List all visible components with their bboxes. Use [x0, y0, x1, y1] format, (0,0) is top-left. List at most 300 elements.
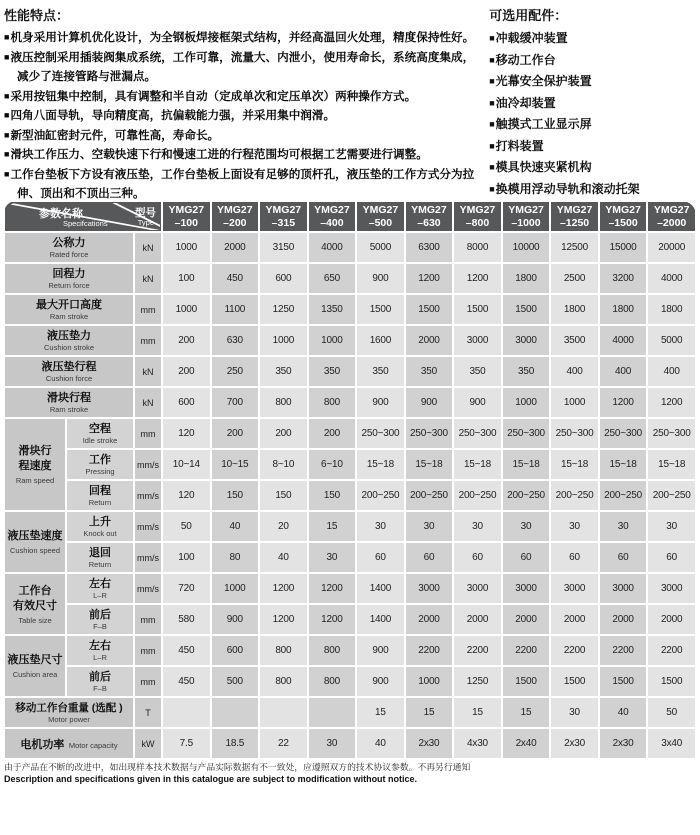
- value-cell: 15~18: [502, 449, 551, 480]
- accessory-item: ■油冷却装置: [489, 95, 556, 110]
- value-cell: 1100: [211, 294, 260, 325]
- features-list: [4, 28, 483, 204]
- value-cell: 600: [259, 263, 308, 294]
- table-corner-cell: [4, 201, 162, 232]
- value-cell: 900: [453, 387, 502, 418]
- sub-label-cell: 前后 F–B: [66, 666, 134, 697]
- value-cell: 200~250: [647, 480, 696, 511]
- value-cell: 2200: [453, 635, 502, 666]
- unit-cell: mm/s: [134, 480, 162, 511]
- unit-cell: mm/s: [134, 449, 162, 480]
- value-cell: 1200: [259, 604, 308, 635]
- value-cell: 800: [259, 666, 308, 697]
- group-label-cell: 工作台 有效尺寸 Table size: [4, 573, 66, 635]
- accessory-item: ■打料装置: [489, 138, 544, 153]
- value-cell: 15~18: [453, 449, 502, 480]
- value-cell: 1000: [211, 573, 260, 604]
- value-cell: 40: [259, 542, 308, 573]
- value-cell: 200: [211, 418, 260, 449]
- value-cell: 12500: [550, 232, 599, 263]
- value-cell: 2200: [599, 635, 648, 666]
- value-cell: 200: [259, 418, 308, 449]
- corner-param-label-en: Specifcations: [63, 219, 108, 228]
- value-cell: 100: [162, 542, 211, 573]
- value-cell: 120: [162, 480, 211, 511]
- value-cell: 200: [162, 325, 211, 356]
- value-cell: 60: [502, 542, 551, 573]
- value-cell: 2x40: [502, 728, 551, 759]
- value-cell: 30: [550, 511, 599, 542]
- model-header-cell: YMG27 –2000: [647, 201, 696, 232]
- value-cell: 2x30: [405, 728, 454, 759]
- value-cell: 60: [647, 542, 696, 573]
- accessory-item: ■移动工作台: [489, 52, 556, 67]
- row-label-cell: 液压垫行程 Cushion force: [4, 356, 134, 387]
- value-cell: 3000: [453, 573, 502, 604]
- value-cell: 30: [405, 511, 454, 542]
- value-cell: 4000: [647, 263, 696, 294]
- value-cell: 630: [211, 325, 260, 356]
- group-label-cell: 液压垫速度 Cushion speed: [4, 511, 66, 573]
- value-cell: 250~300: [599, 418, 648, 449]
- value-cell: 1600: [356, 325, 405, 356]
- model-header-cell: YMG27 –800: [453, 201, 502, 232]
- value-cell: 18.5: [211, 728, 260, 759]
- unit-cell: kN: [134, 263, 162, 294]
- value-cell: 50: [162, 511, 211, 542]
- sub-label-cell: 工作 Pressing: [66, 449, 134, 480]
- corner-type-label: 型号: [135, 207, 157, 219]
- value-cell: 2000: [550, 604, 599, 635]
- value-cell: 350: [356, 356, 405, 387]
- model-header-cell: YMG27 –1000: [502, 201, 551, 232]
- value-cell: 1250: [259, 294, 308, 325]
- table-row: [4, 573, 696, 604]
- value-cell: 60: [599, 542, 648, 573]
- value-cell: 1800: [647, 294, 696, 325]
- footer-note: [4, 762, 700, 785]
- value-cell: 3x40: [647, 728, 696, 759]
- value-cell: 800: [308, 387, 357, 418]
- value-cell: 1200: [599, 387, 648, 418]
- bullet-square-icon: ■: [489, 183, 495, 194]
- bullet-square-icon: ■: [4, 90, 10, 101]
- value-cell: 900: [356, 635, 405, 666]
- value-cell: 15: [356, 697, 405, 728]
- value-cell: 60: [356, 542, 405, 573]
- value-cell: 2000: [453, 604, 502, 635]
- value-cell: 1200: [453, 263, 502, 294]
- value-cell: 1000: [162, 232, 211, 263]
- bullet-square-icon: ■: [4, 51, 10, 62]
- value-cell: 900: [356, 387, 405, 418]
- value-cell: 30: [356, 511, 405, 542]
- value-cell: 10000: [502, 232, 551, 263]
- value-cell: 250~300: [405, 418, 454, 449]
- value-cell: 1200: [308, 573, 357, 604]
- value-cell: 200: [162, 356, 211, 387]
- model-header-cell: YMG27 –315: [259, 201, 308, 232]
- bullet-square-icon: ■: [4, 149, 10, 159]
- table-row: [4, 480, 696, 511]
- table-row: [4, 356, 696, 387]
- unit-cell: kN: [134, 232, 162, 263]
- value-cell: 15~18: [405, 449, 454, 480]
- feature-item: ■工作台垫板下方设有液压垫，工作台垫板上面设有足够的顶杆孔，液压垫的工作方式分为拉伸、顶出和不顶出三种。: [4, 167, 475, 200]
- table-row: [4, 387, 696, 418]
- value-cell: 2200: [405, 635, 454, 666]
- value-cell: 50: [647, 697, 696, 728]
- value-cell: 1800: [502, 263, 551, 294]
- value-cell: 30: [647, 511, 696, 542]
- value-cell: 580: [162, 604, 211, 635]
- bullet-square-icon: ■: [489, 54, 495, 65]
- value-cell: 450: [211, 263, 260, 294]
- value-cell: 100: [162, 263, 211, 294]
- value-cell: 10~14: [162, 449, 211, 480]
- accessory-item: ■换模用浮动导轨和滚动托架: [489, 181, 640, 196]
- row-label-cell: 最大开口高度 Ram stroke: [4, 294, 134, 325]
- row-label-cell: 液压垫力 Cushion stroke: [4, 325, 134, 356]
- bullet-square-icon: ■: [4, 168, 10, 179]
- sub-label-cell: 前后 F–B: [66, 604, 134, 635]
- value-cell: 200~250: [502, 480, 551, 511]
- bullet-square-icon: ■: [489, 33, 495, 43]
- value-cell: 3500: [550, 325, 599, 356]
- value-cell: 250~300: [647, 418, 696, 449]
- value-cell: 6~10: [308, 449, 357, 480]
- value-cell: 1500: [405, 294, 454, 325]
- value-cell: 15000: [599, 232, 648, 263]
- value-cell: 3150: [259, 232, 308, 263]
- table-row: [4, 697, 696, 728]
- accessory-item: ■冲载缓冲装置: [489, 31, 568, 45]
- value-cell: 40: [211, 511, 260, 542]
- value-cell: [259, 697, 308, 728]
- value-cell: 15~18: [599, 449, 648, 480]
- value-cell: 150: [211, 480, 260, 511]
- value-cell: 1000: [259, 325, 308, 356]
- value-cell: 1500: [550, 666, 599, 697]
- value-cell: 250~300: [550, 418, 599, 449]
- value-cell: 900: [405, 387, 454, 418]
- value-cell: 30: [502, 511, 551, 542]
- value-cell: 4000: [308, 232, 357, 263]
- value-cell: 450: [162, 666, 211, 697]
- value-cell: 650: [308, 263, 357, 294]
- value-cell: 1500: [502, 294, 551, 325]
- corner-type-label-en: Type: [137, 218, 155, 227]
- value-cell: 800: [308, 635, 357, 666]
- table-row: [4, 232, 696, 263]
- value-cell: 1800: [599, 294, 648, 325]
- value-cell: 800: [259, 387, 308, 418]
- feature-item: ■液压控制采用插装阀集成系统，工作可靠，流量大、内泄小，使用寿命长，系统高度集成，减少了连接管路与泄漏点。: [4, 50, 475, 83]
- value-cell: 22: [259, 728, 308, 759]
- accessories-title: 可选用配件：: [489, 8, 568, 23]
- unit-cell: mm/s: [134, 511, 162, 542]
- feature-item: ■新型油缸密封元件，可靠性高，寿命长。: [4, 128, 220, 142]
- value-cell: 1500: [647, 666, 696, 697]
- value-cell: 80: [211, 542, 260, 573]
- value-cell: 350: [308, 356, 357, 387]
- value-cell: 5000: [647, 325, 696, 356]
- corner-param-label: 参数名称: [39, 208, 83, 220]
- unit-cell: mm: [134, 418, 162, 449]
- unit-cell: kN: [134, 387, 162, 418]
- value-cell: 3200: [599, 263, 648, 294]
- table-row: [4, 728, 696, 759]
- value-cell: 600: [162, 387, 211, 418]
- value-cell: 2000: [502, 604, 551, 635]
- value-cell: 800: [259, 635, 308, 666]
- value-cell: 1500: [599, 666, 648, 697]
- table-row: [4, 511, 696, 542]
- value-cell: 3000: [599, 573, 648, 604]
- sub-label-cell: 左右 L–R: [66, 573, 134, 604]
- unit-cell: mm: [134, 666, 162, 697]
- value-cell: 15: [308, 511, 357, 542]
- value-cell: [308, 697, 357, 728]
- value-cell: 8~10: [259, 449, 308, 480]
- feature-item: ■滑块工作压力、空载快速下行和慢速工进的行程范围均可根据工艺需要进行调整。: [4, 148, 428, 161]
- spec-table: [3, 200, 697, 760]
- value-cell: 60: [550, 542, 599, 573]
- unit-cell: kW: [134, 728, 162, 759]
- sub-label-cell: 上升 Knock out: [66, 511, 134, 542]
- value-cell: 400: [599, 356, 648, 387]
- value-cell: 1200: [308, 604, 357, 635]
- value-cell: 400: [550, 356, 599, 387]
- row-label-cell: 电机功率 Motor capacity: [4, 728, 134, 759]
- features-section: [4, 5, 483, 200]
- value-cell: 4000: [599, 325, 648, 356]
- value-cell: 15: [453, 697, 502, 728]
- bullet-square-icon: ■: [4, 110, 10, 120]
- model-header-row: [4, 201, 696, 232]
- value-cell: 3000: [550, 573, 599, 604]
- value-cell: 150: [259, 480, 308, 511]
- model-header-cell: YMG27 –1250: [550, 201, 599, 232]
- value-cell: 1500: [453, 294, 502, 325]
- value-cell: 3000: [405, 573, 454, 604]
- sub-label-cell: 退回 Return: [66, 542, 134, 573]
- table-row: [4, 666, 696, 697]
- value-cell: 200~250: [405, 480, 454, 511]
- value-cell: 350: [453, 356, 502, 387]
- value-cell: 1500: [502, 666, 551, 697]
- value-cell: 1000: [162, 294, 211, 325]
- accessories-list: [489, 28, 698, 200]
- value-cell: [162, 697, 211, 728]
- bullet-square-icon: ■: [489, 76, 495, 86]
- value-cell: 1350: [308, 294, 357, 325]
- value-cell: 2000: [599, 604, 648, 635]
- value-cell: 15~18: [647, 449, 696, 480]
- value-cell: 2500: [550, 263, 599, 294]
- value-cell: 200~250: [453, 480, 502, 511]
- model-header-cell: YMG27 –200: [211, 201, 260, 232]
- group-label-cell: 液压垫尺寸 Cushion area: [4, 635, 66, 697]
- value-cell: 15~18: [356, 449, 405, 480]
- model-header-cell: YMG27 –630: [405, 201, 454, 232]
- bullet-square-icon: ■: [489, 162, 495, 172]
- value-cell: 350: [405, 356, 454, 387]
- bullet-square-icon: ■: [489, 97, 495, 108]
- value-cell: 250~300: [356, 418, 405, 449]
- value-cell: 200~250: [550, 480, 599, 511]
- value-cell: 350: [502, 356, 551, 387]
- value-cell: 450: [162, 635, 211, 666]
- bullet-square-icon: ■: [4, 129, 10, 140]
- value-cell: 2x30: [599, 728, 648, 759]
- value-cell: 400: [647, 356, 696, 387]
- value-cell: 2000: [405, 325, 454, 356]
- value-cell: 1000: [405, 666, 454, 697]
- model-header-cell: YMG27 –100: [162, 201, 211, 232]
- table-row: [4, 542, 696, 573]
- value-cell: 900: [356, 666, 405, 697]
- footer-note-en: Description and specifications given in this catalogue are subject to modification without notice.: [4, 774, 418, 784]
- value-cell: 2200: [550, 635, 599, 666]
- unit-cell: mm/s: [134, 573, 162, 604]
- bullet-square-icon: ■: [4, 32, 10, 42]
- value-cell: 10~15: [211, 449, 260, 480]
- value-cell: 60: [405, 542, 454, 573]
- value-cell: 1200: [259, 573, 308, 604]
- value-cell: 900: [211, 604, 260, 635]
- value-cell: 3000: [647, 573, 696, 604]
- value-cell: 15~18: [550, 449, 599, 480]
- value-cell: 700: [211, 387, 260, 418]
- value-cell: 250~300: [453, 418, 502, 449]
- value-cell: 6300: [405, 232, 454, 263]
- value-cell: 2200: [502, 635, 551, 666]
- value-cell: 120: [162, 418, 211, 449]
- sub-label-cell: 空程 Idle stroke: [66, 418, 134, 449]
- value-cell: 900: [356, 263, 405, 294]
- accessory-item: ■触摸式工业显示屏: [489, 117, 592, 131]
- footer-note-zh: 由于产品在不断的改进中，如出现样本技术数据与产品实际数据有不一致处，应遵照双方的技术协议参数。不再另行通知: [4, 762, 471, 772]
- value-cell: 5000: [356, 232, 405, 263]
- value-cell: 1000: [308, 325, 357, 356]
- value-cell: 1500: [356, 294, 405, 325]
- value-cell: 2200: [647, 635, 696, 666]
- table-row: [4, 263, 696, 294]
- unit-cell: mm/s: [134, 542, 162, 573]
- unit-cell: mm: [134, 325, 162, 356]
- unit-cell: T: [134, 697, 162, 728]
- features-title: 性能特点：: [4, 8, 70, 23]
- value-cell: 150: [308, 480, 357, 511]
- model-header-cell: YMG27 –500: [356, 201, 405, 232]
- value-cell: 1000: [502, 387, 551, 418]
- feature-item: ■采用按钮集中控制，具有调整和半自动（定成单次和定压单次）两种操作方式。: [4, 89, 417, 103]
- spec-table-body: [4, 232, 696, 759]
- value-cell: 1250: [453, 666, 502, 697]
- feature-item: ■四角八面导轨，导向精度高，抗偏载能力强，并采用集中润滑。: [4, 109, 336, 122]
- value-cell: 250: [211, 356, 260, 387]
- model-header-cell: YMG27 –1500: [599, 201, 648, 232]
- row-label-cell: 移动工作台重量 (选配 ) Motor power: [4, 697, 134, 728]
- unit-cell: kN: [134, 356, 162, 387]
- bullet-square-icon: ■: [489, 119, 495, 129]
- row-label-cell: 回程力 Return force: [4, 263, 134, 294]
- value-cell: 1200: [405, 263, 454, 294]
- accessories-section: [483, 5, 698, 200]
- value-cell: 3000: [502, 573, 551, 604]
- value-cell: [211, 697, 260, 728]
- value-cell: 350: [259, 356, 308, 387]
- unit-cell: mm: [134, 635, 162, 666]
- value-cell: 2x30: [550, 728, 599, 759]
- value-cell: 30: [599, 511, 648, 542]
- top-section: [0, 0, 700, 200]
- value-cell: 60: [453, 542, 502, 573]
- table-row: [4, 604, 696, 635]
- value-cell: 30: [308, 728, 357, 759]
- sub-label-cell: 左右 L–R: [66, 635, 134, 666]
- value-cell: 1000: [550, 387, 599, 418]
- value-cell: 15: [405, 697, 454, 728]
- value-cell: 600: [211, 635, 260, 666]
- value-cell: 200~250: [599, 480, 648, 511]
- table-row: [4, 325, 696, 356]
- bullet-square-icon: ■: [489, 140, 495, 151]
- value-cell: 20: [259, 511, 308, 542]
- value-cell: 40: [599, 697, 648, 728]
- table-row: [4, 635, 696, 666]
- feature-item: ■机身采用计算机优化设计，为全钢板焊接框架式结构，并经高温回火处理，精度保持性好。: [4, 31, 475, 44]
- group-label-cell: 滑块行 程速度 Ram speed: [4, 418, 66, 511]
- sub-label-cell: 回程 Return: [66, 480, 134, 511]
- value-cell: 2000: [211, 232, 260, 263]
- value-cell: 200~250: [356, 480, 405, 511]
- value-cell: 1400: [356, 573, 405, 604]
- value-cell: 4x30: [453, 728, 502, 759]
- value-cell: 30: [550, 697, 599, 728]
- value-cell: 250~300: [502, 418, 551, 449]
- value-cell: 500: [211, 666, 260, 697]
- value-cell: 2000: [647, 604, 696, 635]
- table-row: [4, 449, 696, 480]
- table-row: [4, 418, 696, 449]
- unit-cell: mm: [134, 294, 162, 325]
- value-cell: 8000: [453, 232, 502, 263]
- value-cell: 30: [453, 511, 502, 542]
- value-cell: 800: [308, 666, 357, 697]
- value-cell: 20000: [647, 232, 696, 263]
- value-cell: 3000: [502, 325, 551, 356]
- value-cell: 30: [308, 542, 357, 573]
- value-cell: 40: [356, 728, 405, 759]
- table-row: [4, 294, 696, 325]
- value-cell: 3000: [453, 325, 502, 356]
- value-cell: 1200: [647, 387, 696, 418]
- value-cell: 720: [162, 573, 211, 604]
- value-cell: 15: [502, 697, 551, 728]
- unit-cell: mm: [134, 604, 162, 635]
- value-cell: 2000: [405, 604, 454, 635]
- value-cell: 1800: [550, 294, 599, 325]
- model-header-cell: YMG27 –400: [308, 201, 357, 232]
- corner-name-label: [12, 228, 34, 232]
- row-label-cell: 公称力 Rated force: [4, 232, 134, 263]
- accessory-item: ■光幕安全保护装置: [489, 74, 592, 88]
- value-cell: 1400: [356, 604, 405, 635]
- value-cell: 7.5: [162, 728, 211, 759]
- row-label-cell: 滑块行程 Ram stroke: [4, 387, 134, 418]
